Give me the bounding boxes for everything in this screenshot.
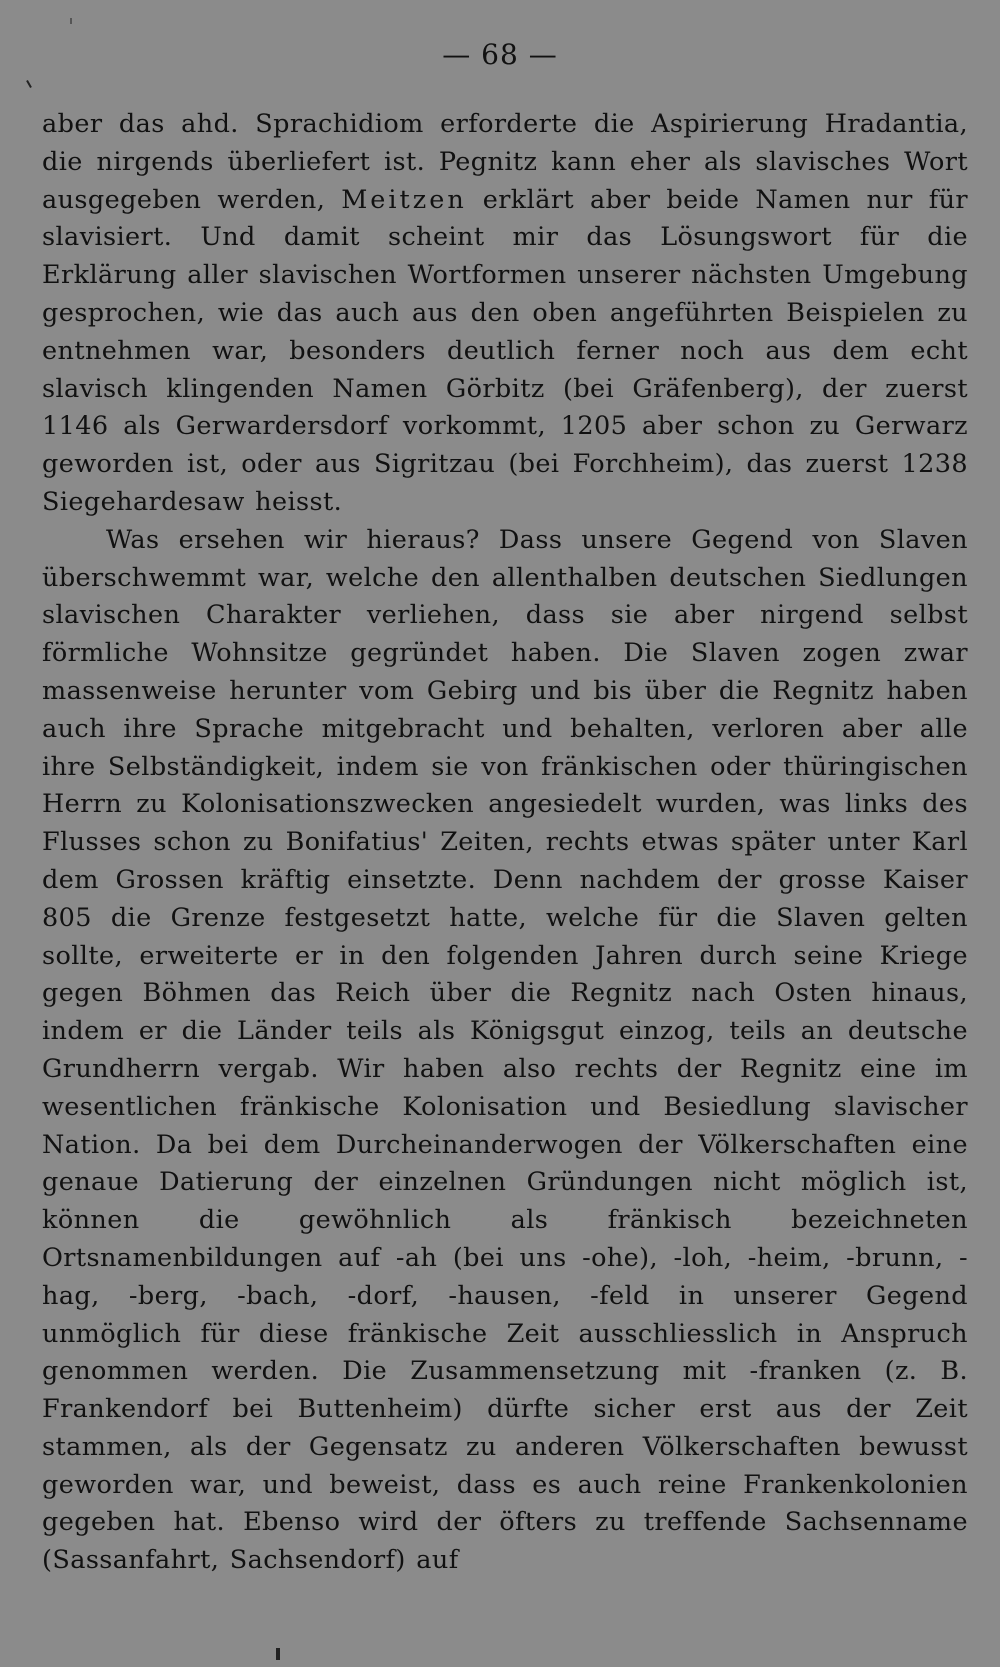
paragraph-2: Was ersehen wir hieraus? Dass unsere Gegend von Slaven überschwemmt war, welche den allenthalben deutschen Siedlungen slavischen Charakter verliehen, dass sie aber nirgend selbst förmliche Wohnsitze gegründet haben. Die Slaven zogen zwar massenweise herunter vom Gebirg und bis über die Regnitz haben auch ihre Sprache mitgebracht und behalten, verloren aber alle ihre Selbständigkeit, indem sie von fränkischen oder thüringischen Herrn zu Kolonisationszwecken angesiedelt wurden, was links des Flusses schon zu Bonifatius' Zeiten, rechts etwas später unter Karl dem Grossen kräftig einsetzte. Denn nachdem der grosse Kaiser 805 die Grenze festgesetzt hatte, welche für die Slaven gelten sollte, erweiterte er in den folgenden Jahren durch seine Kriege gegen Böhmen das Reich über die Regnitz nach Osten hinaus, indem er die Länder teils als Königsgut einzog, teils an deutsche Grundherrn vergab. Wir haben also rechts der Regnitz eine im wesentlichen fränkische Kolonisation und Besiedlung slavischer Nation. Da bei dem Durcheinanderwogen der Völkerschaften eine genaue Datierung der einzelnen Gründungen nicht möglich ist, können die gewöhnlich als fränkisch bezeichneten Ortsnamenbildungen auf -ah (bei uns -ohe), -loh, -heim, -brunn, -hag, -berg, -bach, -dorf, -hausen, -feld in unserer Gegend unmöglich für diese fränkische Zeit ausschliesslich in Anspruch genommen werden. Die Zusammensetzung mit -franken (z. B. Frankendorf bei Buttenheim) dürfte sicher erst aus der Zeit stammen, als der Gegensatz zu anderen Völkerschaften bewusst geworden war, und beweist, dass es auch reine Frankenkolonien gegeben hat. Ebenso wird der öfters zu treffende Sachsenname (Sassanfahrt, Sachsendorf) auf (42, 524, 968, 1576)
paragraph-1-start: aber das ahd. Sprachidiom erforderte die Aspirierung Hradantia, die nirgends überliefert ist. Pegnitz kann eher als slavisches Wort ausgegeben werden, (42, 109, 968, 215)
scan-speck (26, 80, 32, 88)
scan-speck (70, 18, 72, 24)
page-number: — 68 — (442, 38, 558, 71)
paragraph-1-rest: erklärt aber beide Namen nur für slavisiert. Und damit scheint mir das Lösungswort für die Erklärung aller slavischen Wortformen unserer nächsten Umgebung gesprochen, wie das auch aus den oben angeführten Beispielen zu entnehmen war, besonders deutlich ferner noch aus dem echt slavisch klingenden Namen Görbitz (bei Gräfenberg), der zuerst 1146 als Gerwardersdorf vorkommt, 1205 aber schon zu Gerwarz geworden ist, oder aus Sigritzau (bei Forchheim), das zuerst 1238 Siegehardesaw heisst. (42, 184, 968, 517)
body-text (42, 106, 968, 1580)
emphasized-author-name: Meitzen (341, 184, 467, 215)
scan-speck (276, 1648, 280, 1660)
paragraph-1 (42, 106, 968, 522)
